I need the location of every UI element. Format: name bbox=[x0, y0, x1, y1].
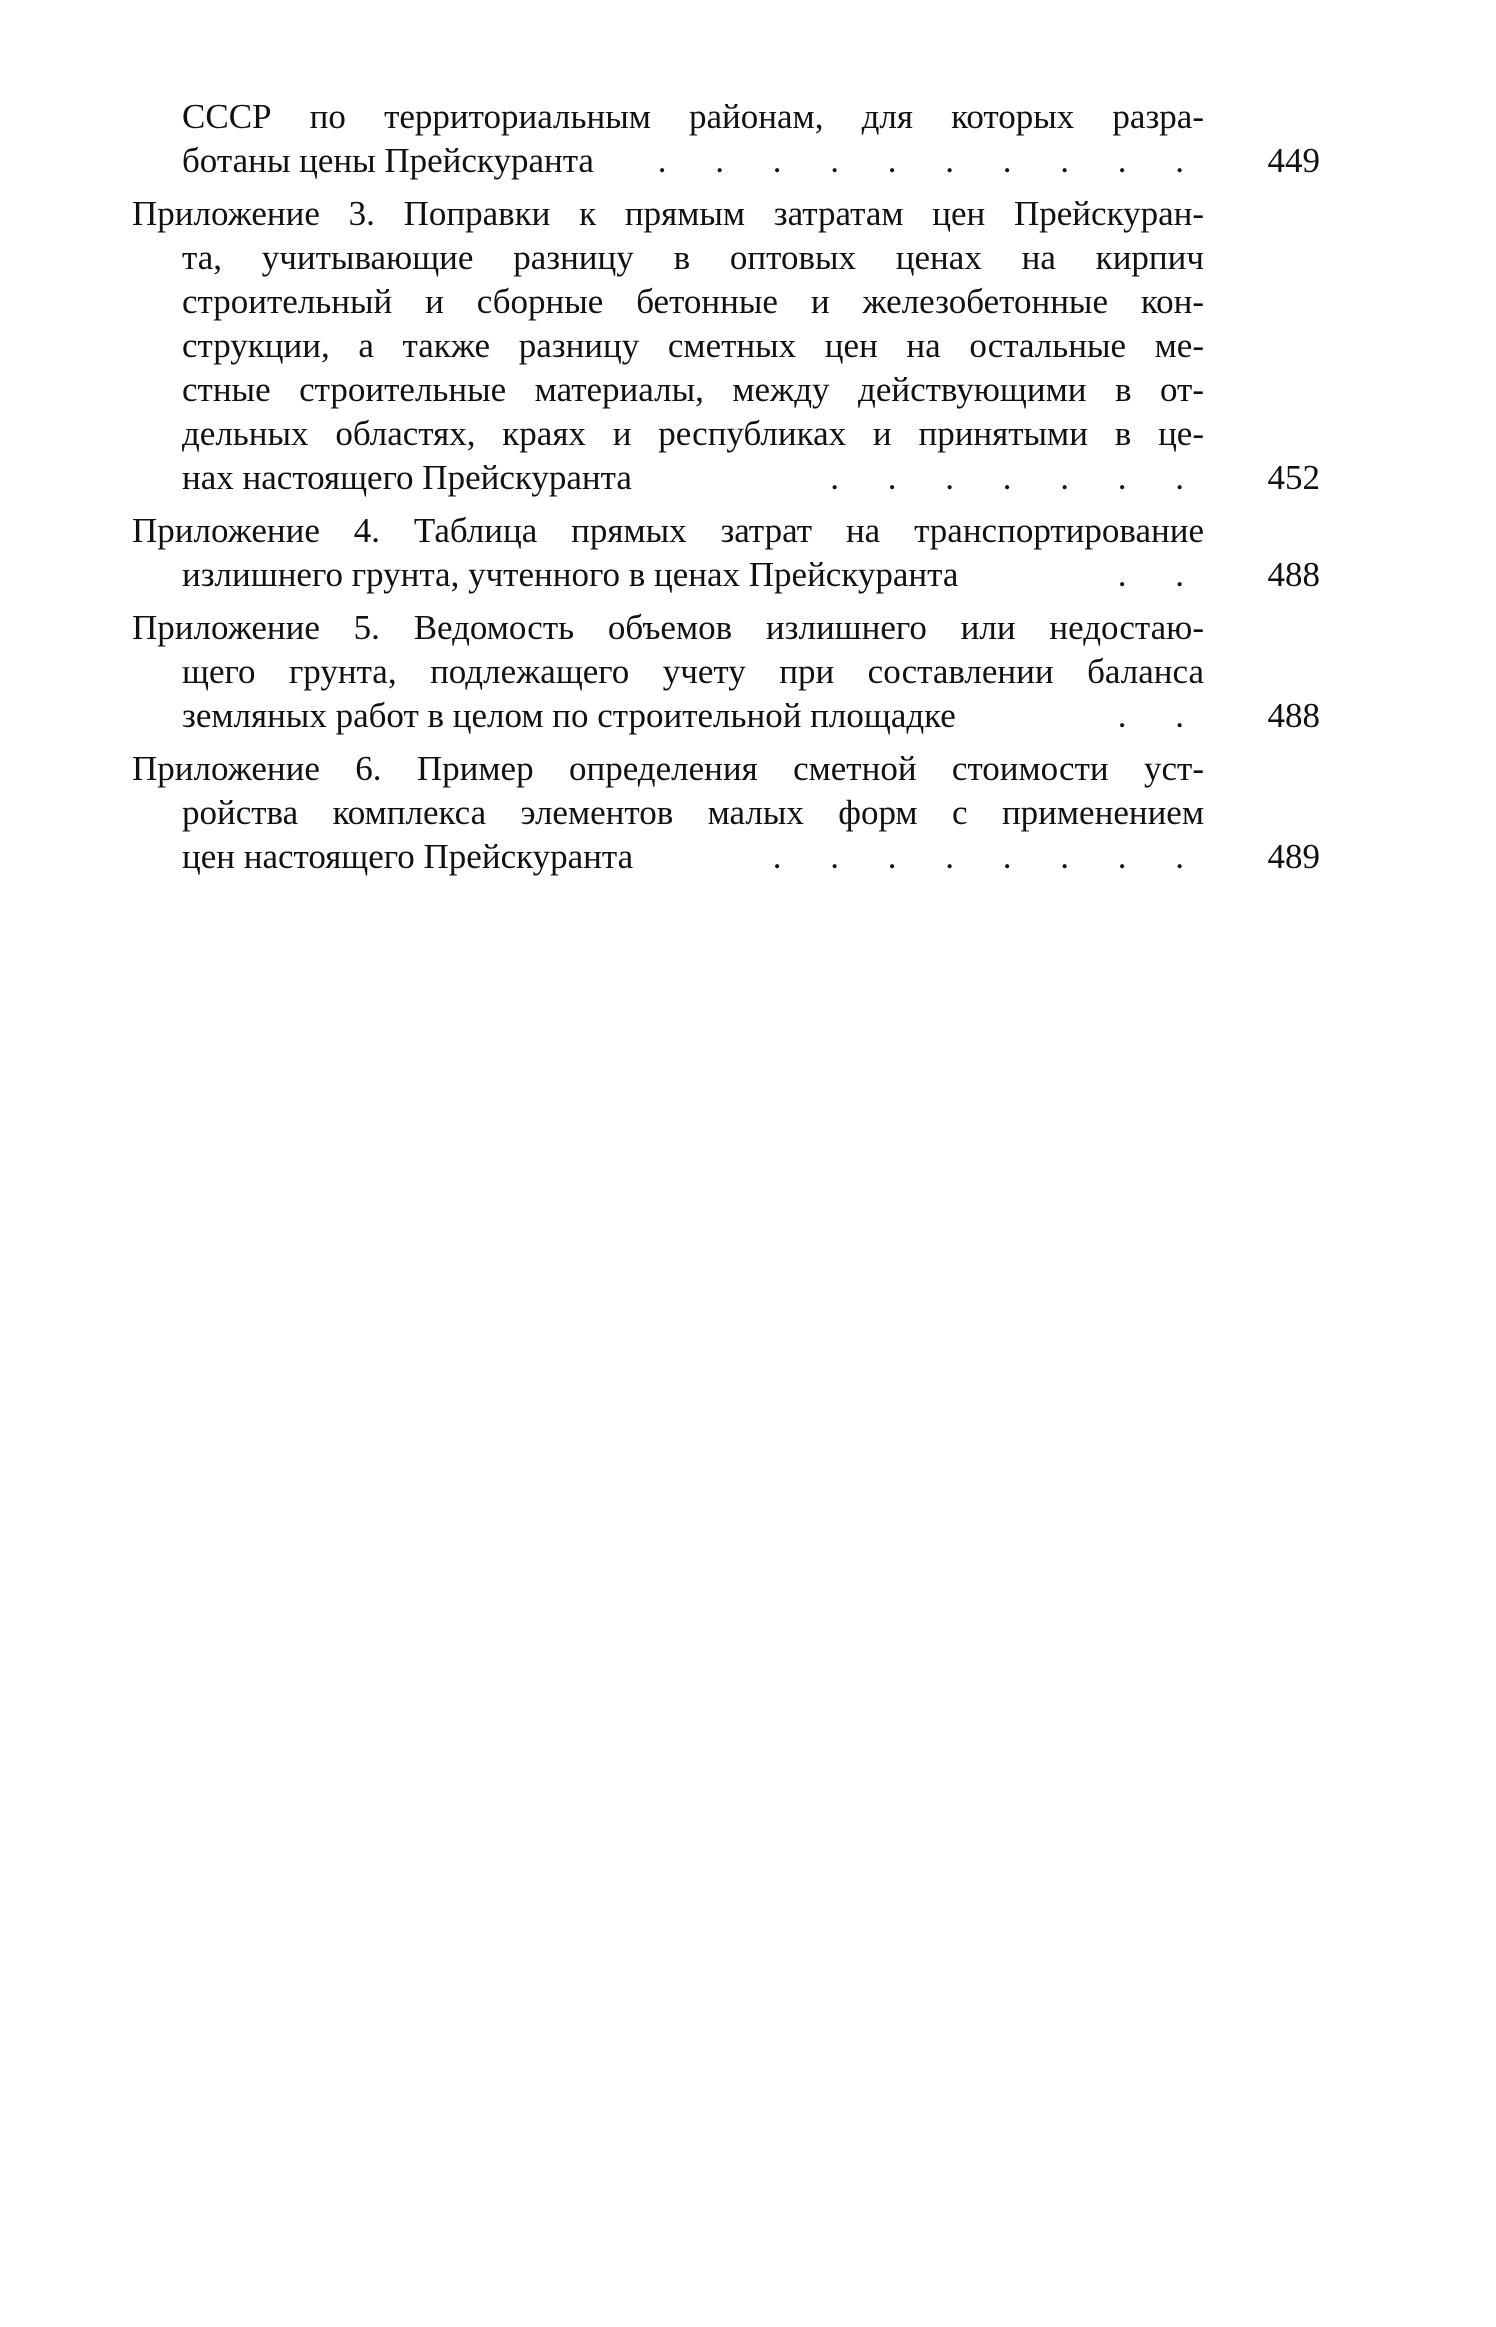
toc-entry-line bbox=[132, 412, 1320, 456]
page-number: 488 bbox=[1267, 555, 1320, 594]
toc-entry bbox=[132, 95, 1320, 183]
toc-entry-line bbox=[132, 791, 1320, 835]
toc-entry bbox=[132, 509, 1320, 597]
toc-entry-line bbox=[132, 835, 1320, 879]
toc-entry-text: струкции, а также разницу сметных цен на остальные ме- bbox=[182, 326, 1204, 365]
toc-entry-text: СССР по территориальным районам, для которых разра- bbox=[182, 97, 1204, 136]
toc-entry-text: Приложение 5. Ведомость объемов излишнего или недостаю- bbox=[132, 608, 1204, 647]
toc-entry-text: нах настоящего Прейскуранта bbox=[182, 458, 632, 497]
toc-entry-text: та, учитывающие разницу в оптовых ценах на кирпич bbox=[182, 238, 1204, 277]
page-number: 488 bbox=[1267, 696, 1320, 735]
toc-entry-line bbox=[132, 324, 1320, 368]
page-number: 452 bbox=[1267, 458, 1320, 497]
toc-entry-text: ботаны цены Прейскуранта bbox=[182, 141, 594, 180]
toc-entry-line bbox=[132, 280, 1320, 324]
toc-entry-text: ройства комплекса элементов малых форм с применением bbox=[182, 793, 1204, 832]
dot-leader: . . . . . . . bbox=[830, 458, 1204, 497]
toc-entry-text: излишнего грунта, учтенного в ценах Прейскуранта bbox=[182, 555, 959, 594]
toc-entry-text: Приложение 4. Таблица прямых затрат на транспортирование bbox=[132, 511, 1204, 550]
toc-entry-text: стные строительные материалы, между действующими в от- bbox=[182, 370, 1204, 409]
toc-entry-line bbox=[132, 694, 1320, 738]
page-number: 489 bbox=[1267, 837, 1320, 876]
toc-entry-text: Приложение 3. Поправки к прямым затратам цен Прейскуран- bbox=[132, 194, 1204, 233]
toc-entry-line bbox=[132, 368, 1320, 412]
toc-entry-text: цен настоящего Прейскуранта bbox=[182, 837, 634, 876]
toc-entry-line bbox=[132, 236, 1320, 280]
dot-leader: . . . . . . . . bbox=[772, 837, 1204, 876]
toc-entry-line bbox=[132, 192, 1320, 236]
toc-entry bbox=[132, 192, 1320, 500]
toc-entry-text: Приложение 6. Пример определения сметной стоимости уст- bbox=[132, 749, 1204, 788]
table-of-contents bbox=[132, 95, 1320, 888]
toc-entry bbox=[132, 606, 1320, 738]
dot-leader: . . bbox=[1117, 696, 1204, 735]
toc-entry-text: земляных работ в целом по строительной площадке bbox=[182, 696, 956, 735]
toc-entry-text: дельных областях, краях и республиках и принятыми в це- bbox=[182, 414, 1204, 453]
page-number: 449 bbox=[1267, 141, 1320, 180]
toc-entry-line bbox=[132, 606, 1320, 650]
toc-entry-line bbox=[132, 456, 1320, 500]
toc-entry-text: строительный и сборные бетонные и железобетонные кон- bbox=[182, 282, 1204, 321]
toc-entry-line bbox=[132, 747, 1320, 791]
toc-entry-line bbox=[132, 139, 1320, 183]
toc-entry-line bbox=[132, 553, 1320, 597]
toc-entry-line bbox=[132, 509, 1320, 553]
dot-leader: . . bbox=[1117, 555, 1204, 594]
toc-entry bbox=[132, 747, 1320, 879]
dot-leader: . . . . . . . . . . bbox=[657, 141, 1204, 180]
toc-entry-line bbox=[132, 650, 1320, 694]
toc-entry-text: щего грунта, подлежащего учету при составлении баланса bbox=[182, 652, 1204, 691]
toc-entry-line bbox=[132, 95, 1320, 139]
